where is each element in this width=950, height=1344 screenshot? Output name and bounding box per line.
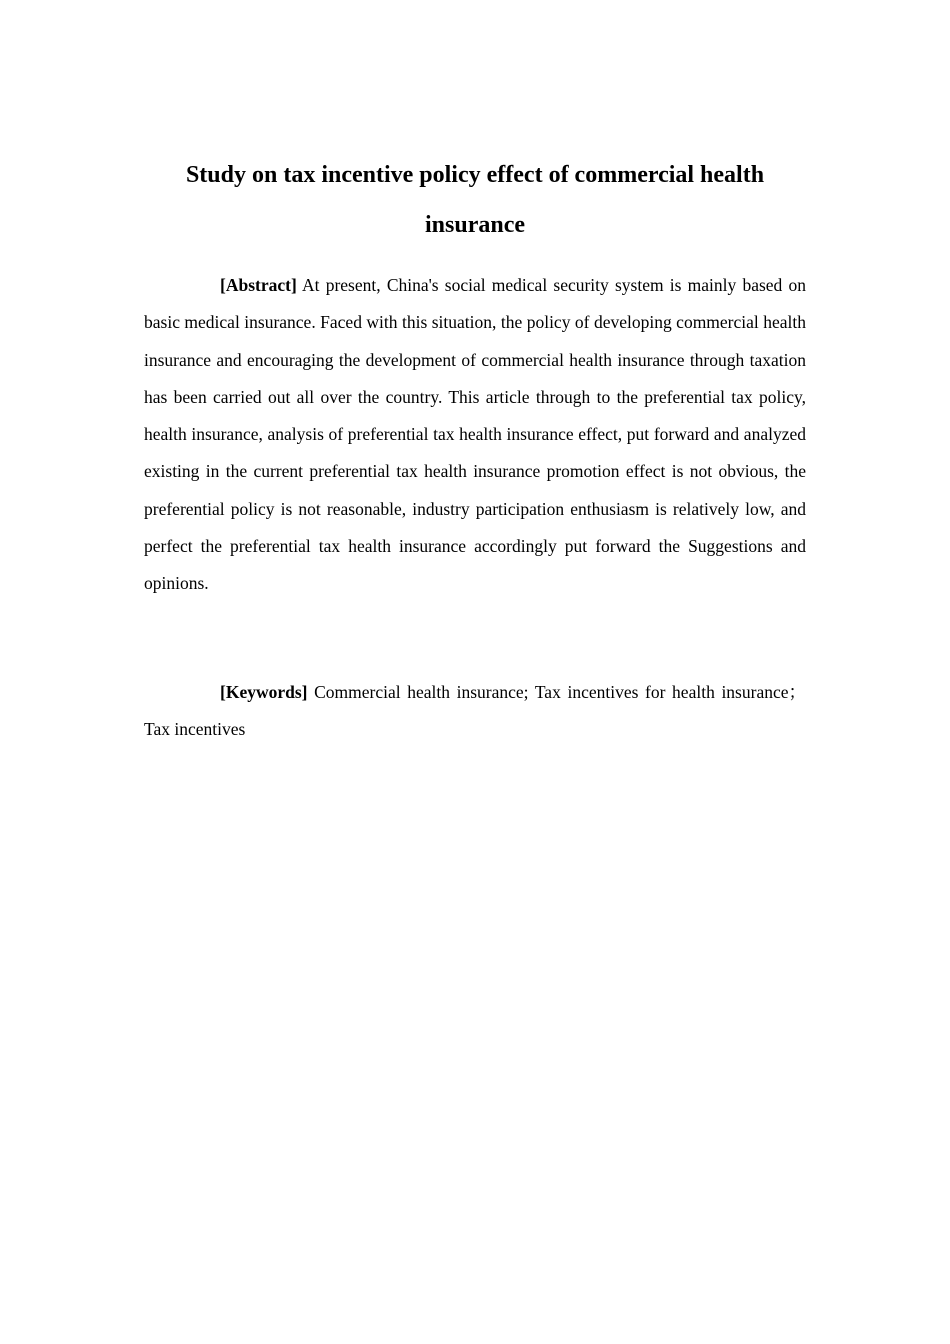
keywords-text: Commercial health insurance; Tax incentives for health insurance； Tax incentives — [144, 682, 806, 740]
abstract-paragraph — [144, 267, 806, 603]
keywords-paragraph — [144, 674, 806, 749]
abstract-label: [Abstract] — [220, 275, 297, 295]
keywords-label: [Keywords] — [220, 682, 308, 702]
page-title: Study on tax incentive policy effect of commercial health insurance — [185, 162, 765, 238]
abstract-text: At present, China's social medical security system is mainly based on basic medical insurance. Faced with this situation, the policy of developing commercial health insurance and encouraging the development of commercial health insurance through taxation has been carried out all over the country. This article through to the preferential tax policy, health insurance, analysis of preferential tax health insurance effect, put forward and analyzed existing in the current preferential tax health insurance promotion effect is not obvious, the preferential policy is not reasonable, industry participation enthusiasm is relatively low, and perfect the preferential tax health insurance accordingly put forward the Suggestions and opinions. — [144, 275, 806, 594]
